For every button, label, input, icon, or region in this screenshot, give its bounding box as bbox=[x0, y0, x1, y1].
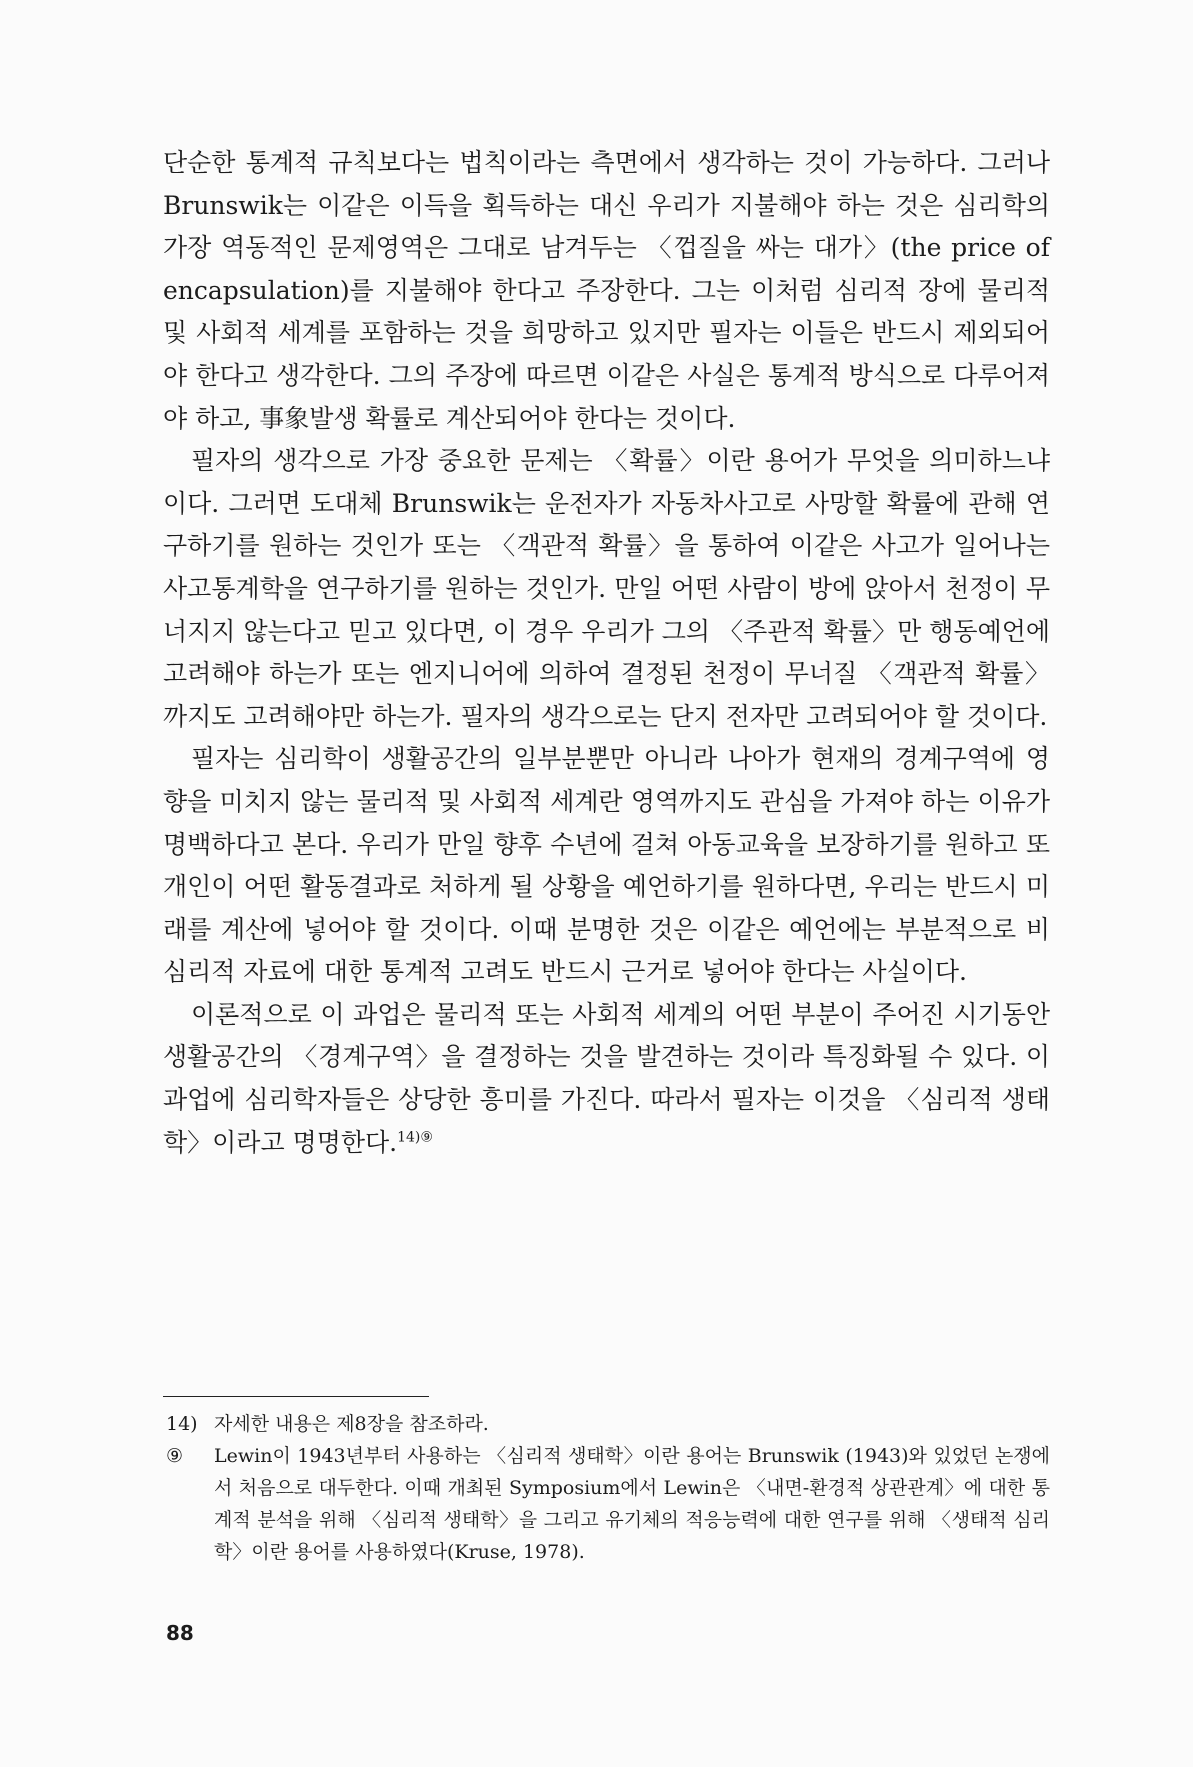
page-number: 88 bbox=[166, 1621, 194, 1645]
footnote-mark: ⑨ bbox=[166, 1445, 184, 1467]
paragraph: 필자의 생각으로 가장 중요한 문제는 〈확률〉이란 용어가 무엇을 의미하느냐이다. 그러면 도대체 Brunswik는 운전자가 자동차사고로 사망할 확률에 관해 연구하기를 원하는 것인가 또는 〈객관적 확률〉을 통하여 이같은 사고가 일어나는 사고통계학을 연구하기를 원하는 것인가. 만일 어떤 사람이 방에 앉아서 천정이 무너지지 않는다고 믿고 있다면, 이 경우 우리가 그의 〈주관적 확률〉만 행동예언에 고려해야 하는가 또는 엔지니어에 의하여 결정된 천정이 무너질 〈객관적 확률〉까지도 고려해야만 하는가. 필자의 생각으로는 단지 전자만 고려되어야 할 것이다. bbox=[163, 446, 1050, 731]
footnote-text: 자세한 내용은 제8장을 참조하라. bbox=[214, 1413, 489, 1435]
footnote-text: Lewin이 1943년부터 사용하는 〈심리적 생태학〉이란 용어는 Brunswik (1943)와 있었던 논쟁에서 처음으로 대두한다. 이때 개최된 Symposium에서 Lewin은 〈내면-환경적 상관관계〉에 대한 통계적 분석을 위해 〈심리적 생태학〉을 그리고 유기체의 적응능력에 대한 연구를 위해 〈생태적 심리학〉이란 용어를 사용하였다(Kruse, 1978). bbox=[214, 1445, 1050, 1563]
footnote bbox=[163, 1440, 1050, 1568]
footnotes bbox=[163, 1408, 1050, 1568]
paragraph: 필자는 심리학이 생활공간의 일부분뿐만 아니라 나아가 현재의 경계구역에 영향을 미치지 않는 물리적 및 사회적 세계란 영역까지도 관심을 가져야 하는 이유가 명백하다고 본다. 우리가 만일 향후 수년에 걸쳐 아동교육을 보장하기를 원하고 또 개인이 어떤 활동결과로 처하게 될 상황을 예언하기를 원하다면, 우리는 반드시 미래를 계산에 넣어야 할 것이다. 이때 분명한 것은 이같은 예언에는 부분적으로 비심리적 자료에 대한 통계적 고려도 반드시 근거로 넣어야 한다는 사실이다. bbox=[163, 744, 1050, 987]
footnote-reference: 14)⑨ bbox=[397, 1129, 433, 1146]
paragraph: 단순한 통계적 규칙보다는 법칙이라는 측면에서 생각하는 것이 가능하다. 그러나 Brunswik는 이같은 이득을 획득하는 대신 우리가 지불해야 하는 것은 심리학의 가장 역동적인 문제영역은 그대로 남겨두는 〈껍질을 싸는 대가〉(the price of encapsulation)를 지불해야 한다고 주장한다. 그는 이처럼 심리적 장에 물리적 및 사회적 세계를 포함하는 것을 희망하고 있지만 필자는 이들은 반드시 제외되어야 한다고 생각한다. 그의 주장에 따르면 이같은 사실은 통계적 방식으로 다루어져야 하고, 事象발생 확률로 계산되어야 한다는 것이다. bbox=[163, 148, 1050, 433]
footnote-divider bbox=[163, 1396, 429, 1397]
footnote bbox=[163, 1408, 1050, 1440]
body-text bbox=[163, 142, 1050, 1164]
paragraph-with-footnote-ref bbox=[163, 994, 1050, 1164]
footnote-mark: 14) bbox=[166, 1413, 198, 1435]
paragraph-text: 이론적으로 이 과업은 물리적 또는 사회적 세계의 어떤 부분이 주어진 시기동안 생활공간의 〈경계구역〉을 결정하는 것을 발견하는 것이라 특징화될 수 있다. 이 과업에 심리학자들은 상당한 흥미를 가진다. 따라서 필자는 이것을 〈심리적 생태학〉이라고 명명한다. bbox=[163, 999, 1050, 1157]
